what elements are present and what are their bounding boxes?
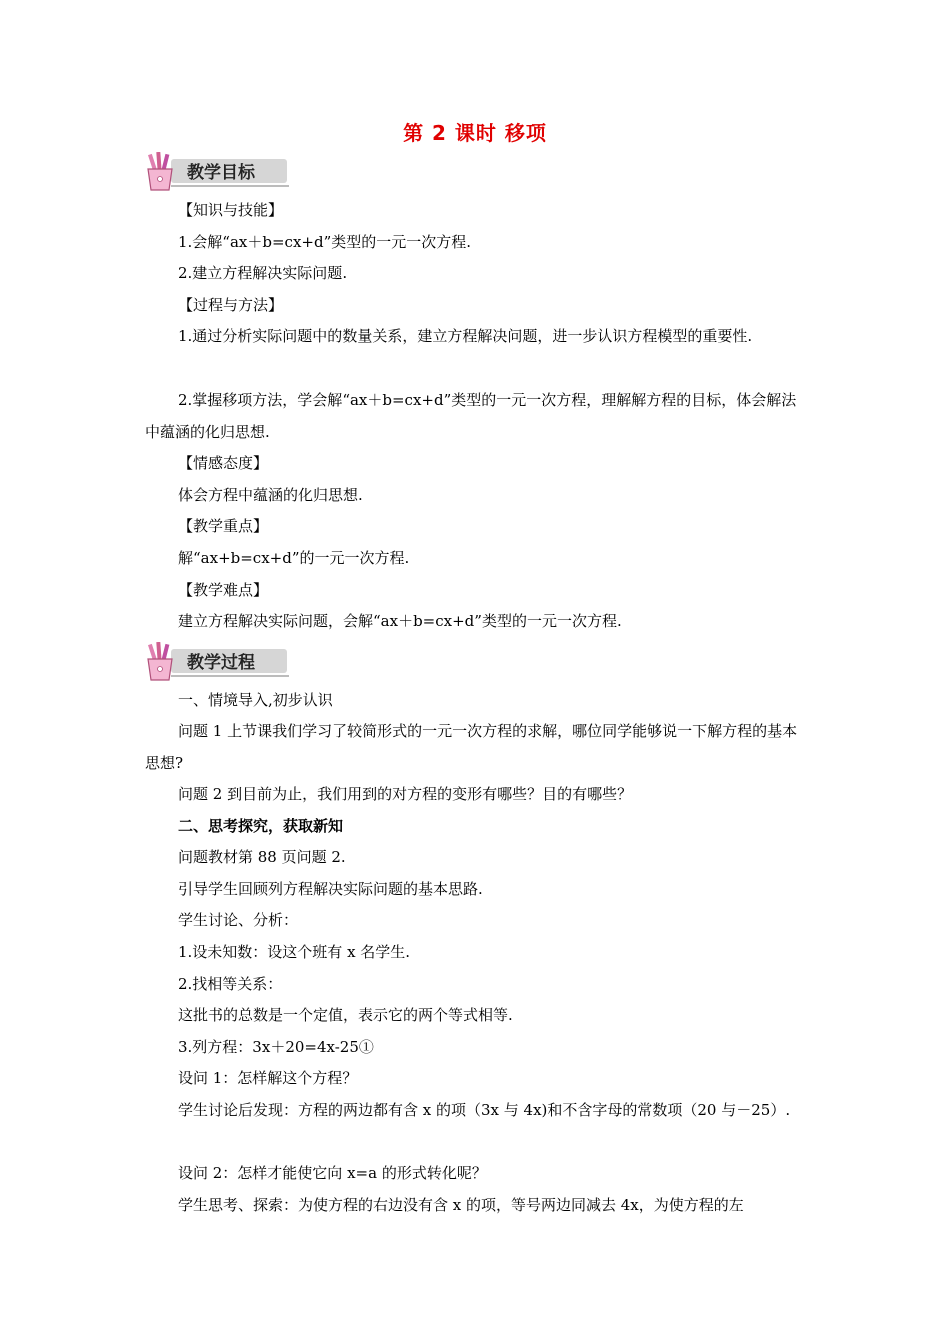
pencil-cup-icon	[143, 642, 291, 682]
pencil-cup-icon	[143, 152, 291, 192]
paragraph: 【教学重点】	[178, 517, 269, 535]
paragraph: 解“ax+b=cx+d”的一元一次方程.	[178, 549, 410, 567]
paragraph: 设问 1：怎样解这个方程？	[178, 1069, 358, 1087]
banner-label-goals: 教学目标	[187, 163, 255, 183]
paragraph: 3.列方程：3x＋20=4x-25①	[178, 1038, 374, 1056]
paragraph: 【教学难点】	[178, 581, 269, 599]
paragraph: 问题 1 上节课我们学习了较简形式的一元一次方程的求解，哪位同学能够说一下解方程的基本思想?	[145, 722, 798, 772]
paragraph: 一、情境导入,初步认识	[178, 691, 333, 709]
paragraph: 问题教材第 88 页问题 2.	[178, 848, 346, 866]
banner-label-process: 教学过程	[187, 653, 255, 673]
section-heading: 二、思考探究，获取新知	[178, 817, 344, 835]
paragraph: 2.掌握移项方法，学会解“ax＋b=cx+d”类型的一元一次方程，理解解方程的目标，体会解法中蕴涵的化归思想.	[145, 391, 797, 441]
paragraph: 问题 2 到目前为止，我们用到的对方程的变形有哪些？目的有哪些？	[178, 785, 633, 803]
paragraph: 1.设未知数：设这个班有 x 名学生.	[178, 943, 411, 961]
paragraph: 设问 2：怎样才能使它向 x=a 的形式转化呢？	[178, 1164, 487, 1182]
section-banner-goals	[143, 152, 291, 192]
paragraph: 2.找相等关系：	[178, 975, 283, 993]
paragraph: 建立方程解决实际问题，会解“ax＋b=cx+d”类型的一元一次方程.	[178, 612, 622, 630]
paragraph: 学生思考、探索：为使方程的右边没有含 x 的项，等号两边同减去 4x，为使方程的左	[178, 1196, 744, 1214]
paragraph: 体会方程中蕴涵的化归思想.	[178, 486, 363, 504]
paragraph: 1.通过分析实际问题中的数量关系，建立方程解决问题，进一步认识方程模型的重要性.	[178, 327, 753, 345]
paragraph: 这批书的总数是一个定值，表示它的两个等式相等.	[178, 1006, 513, 1024]
paragraph: 学生讨论、分析：	[178, 911, 299, 929]
paragraph: 【情感态度】	[178, 454, 269, 472]
page-title: 第 2 课时 移项	[403, 121, 547, 145]
paragraph: 2.建立方程解决实际问题.	[178, 264, 348, 282]
paragraph: 【知识与技能】	[178, 201, 284, 219]
section-banner-process	[143, 642, 291, 682]
paragraph: 1.会解“ax＋b=cx+d”类型的一元一次方程.	[178, 233, 472, 251]
paragraph: 【过程与方法】	[178, 296, 284, 314]
paragraph: 学生讨论后发现：方程的两边都有含 x 的项（3x 与 4x)和不含字母的常数项（20 与－25）.	[178, 1101, 791, 1119]
paragraph: 引导学生回顾列方程解决实际问题的基本思路.	[178, 880, 483, 898]
